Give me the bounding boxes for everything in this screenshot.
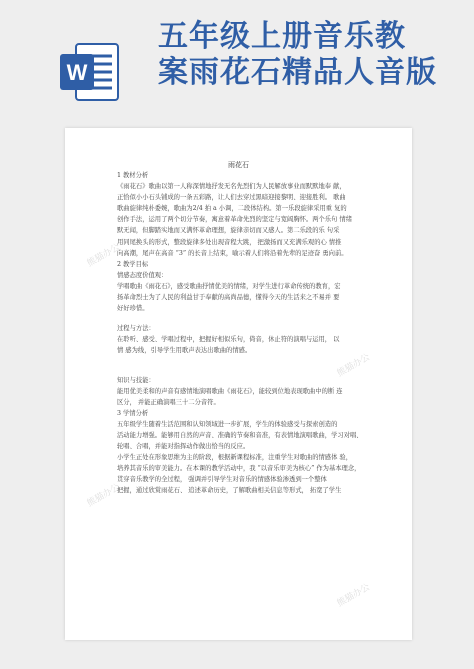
paragraph-line: 《雨花石》歌曲以第一人称深情地抒发无名先烈们为人民解放事业而默默地奉 献， <box>117 183 346 191</box>
paragraph-line: 活动能力增强。能够用自然的声音、准确的节奏和音准，有表情地演唱歌曲，学习对唱、 <box>117 431 363 439</box>
watermark: 熊猫办公 <box>335 352 372 380</box>
paragraph-line: 情感态度价值观： <box>117 271 168 279</box>
blank-line <box>117 357 371 366</box>
paragraph-line: 培养其音乐的审美能力。在本课的教学活动中，我 “以音乐审美为核心” 作为基本理念， <box>117 465 361 473</box>
paragraph-line: 创作手法，运用了两个切分节奏，寓意着革命先烈的坚定与宽阔胸怀。两个乐句 情绪 <box>117 216 352 224</box>
paragraph-line: 学唱歌曲《雨花石》，感受歌曲抒情优美的情绪，对学生进行革命传统的教育，宏 <box>117 282 341 290</box>
paragraph-line: 好好珍惜。 <box>117 305 149 313</box>
paragraph-line: 正恰似小小石头铺成的一条五彩路，让人们去穿过黑暗迎接黎明、迎接胜利。 歌曲 <box>117 194 346 202</box>
page-title-line-2: 案雨花石精品人音版 <box>158 55 437 90</box>
preview-header <box>0 0 474 125</box>
paragraph-line: 区分， 并能正确演唱三十二分音符。 <box>117 398 220 406</box>
blank-line <box>117 366 371 375</box>
document-body <box>117 170 371 497</box>
word-document-icon <box>58 40 122 104</box>
paragraph-line: 贯穿音乐教学的全过程， 强调并引导学生对音乐的情感体验渗透到一个整体 <box>117 476 327 484</box>
blank-line <box>117 314 371 323</box>
paragraph-line: 知识与技能： <box>117 376 155 384</box>
paragraph-line: 过程与方法： <box>117 325 155 333</box>
document-page <box>65 128 412 640</box>
paragraph-line: 情 感为线，引导学生用歌声表达出歌曲的情感。 <box>117 347 252 355</box>
paragraph-line: 五年级学生随着生活范围和认知领域进一步扩展，学生的体验感受与探索创造的 <box>117 420 338 428</box>
paragraph-line: 能用优美柔和的声音有感情地演唱歌曲《雨花石》，能较到位地表现歌曲中的断 连 <box>117 387 343 395</box>
paragraph-line: 轮唱、合唱，并能对指挥动作做出恰当的反应。 <box>117 443 250 451</box>
document-title: 雨花石 <box>228 161 249 169</box>
watermark: 熊猫办公 <box>85 242 122 270</box>
paragraph-line: 在聆听、感受、学唱过程中，把握好相似乐句，倚音，休止符的演唱与运用， 以 <box>117 336 340 344</box>
paragraph-line: 默无闻，但脚踏实地而又满怀革命理想，旋律亲切而又感人。第二乐段的乐 句采 <box>117 227 340 235</box>
paragraph-line: 把握，通过欣赏雨花石、 追述革命历史，了解歌曲相关信息等形式， 拓宽了学生 <box>117 487 342 495</box>
paragraph-line: 用同尾换头的形式，整段旋律多处出现音程大跳， 把激扬而又充满乐观的心 情推 <box>117 238 342 246</box>
watermark: 熊猫办公 <box>85 482 122 510</box>
paragraph-line: 扬革命烈士为了人民的利益甘于奉献的高尚品德，懂得今天的生活来之不易并 要 <box>117 294 340 302</box>
paragraph-line: 小学生正处在形象思维为主的阶段，根据新课程标准，注重学生对歌曲的情感体 验， <box>117 454 352 462</box>
paragraph-line: 3 学情分析 <box>117 409 149 417</box>
page-title-line-1: 五年级上册音乐教 <box>158 19 406 54</box>
paragraph-line: 向高潮，尾声在高音 “3” 的长音上结束，喻示着人们将沿着先辈的足迹奋 勇向前。 <box>117 249 348 257</box>
watermark: 熊猫办公 <box>335 582 372 610</box>
paragraph-line: 1 教材分析 <box>117 172 149 179</box>
paragraph-line: 歌曲旋律纯朴委婉，歌曲为2/4 拍 a 小调，二段体结构。第一乐段旋律采用重 复的 <box>117 205 347 213</box>
word-icon-letter: W <box>66 60 88 85</box>
paragraph-line: 2 教学目标 <box>117 260 149 268</box>
